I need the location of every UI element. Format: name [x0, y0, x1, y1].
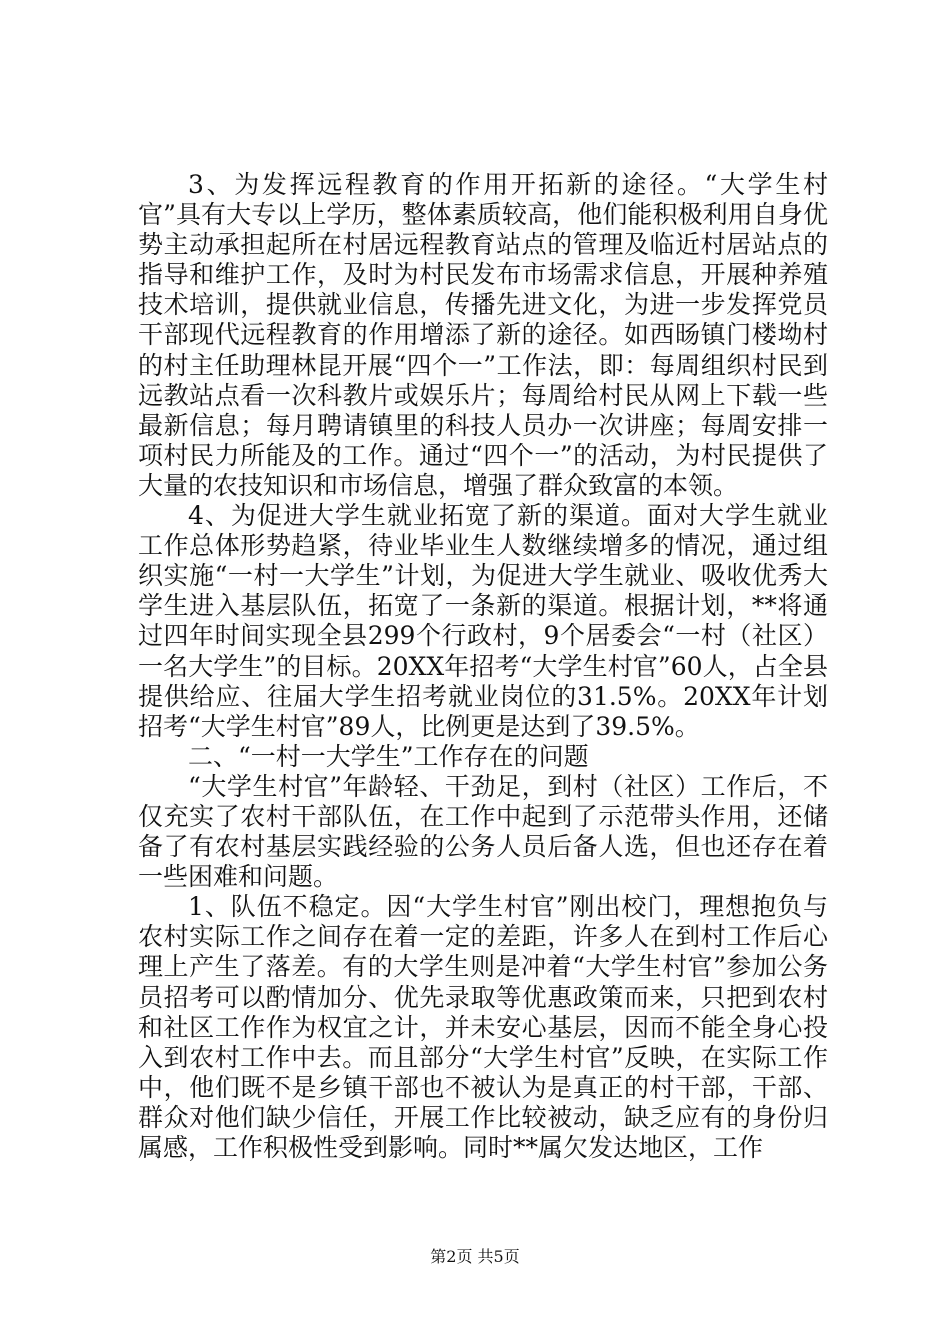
- section-heading-problems: 二、“一村一大学生”工作存在的问题: [188, 741, 589, 771]
- document-body: [138, 170, 828, 1163]
- paragraph-4-employment: 4、为促进大学生就业拓宽了新的渠道。面对大学生就业工作总体形势趋紧，待业毕业生人数继续增多的情况，通过组织实施“一村一大学生”计划，为促进大学生就业、吸收优秀大学生进入基层队伍，拓宽了一条新的渠道。根据计划，**将通过四年时间实现全县299个行政村，9个居委会“一村（社区）一名大学生”的目标。20XX年招考“大学生村官”60人，占全县提供给应、往届大学生招考就业岗位的31.5%。20XX年计划招考“大学生村官”89人，比例更是达到了39.5%。: [138, 501, 828, 741]
- paragraph-3-remote-education: 3、为发挥远程教育的作用开拓新的途径。“大学生村官”具有大专以上学历，整体素质较高，他们能积极利用自身优势主动承担起所在村居远程教育站点的管理及临近村居站点的指导和维护工作，及时为村民发布市场需求信息，开展种养殖技术培训，提供就业信息，传播先进文化，为进一步发挥党员干部现代远程教育的作用增添了新的途径。如西旸镇门楼坳村的村主任助理林昆开展“四个一”工作法，即：每周组织村民到远教站点看一次科教片或娱乐片；每周给村民从网上下载一些最新信息；每月聘请镇里的科技人员办一次讲座；每周安排一项村民力所能及的工作。通过“四个一”的活动，为村民提供了大量的农技知识和市场信息，增强了群众致富的本领。: [138, 170, 828, 500]
- paragraph-1-unstable-team: 1、队伍不稳定。因“大学生村官”刚出校门，理想抱负与农村实际工作之间存在着一定的差距，许多人在到村工作后心理上产生了落差。有的大学生则是冲着“大学生村官”参加公务员招考可以酌情加分、优先录取等优惠政策而来，只把到农村和社区工作作为权宜之计，并未安心基层，因而不能全身心投入到农村工作中去。而且部分“大学生村官”反映，在实际工作中，他们既不是乡镇干部也不被认为是真正的村干部，干部、群众对他们缺少信任，开展工作比较被动，缺乏应有的身份归属感，工作积极性受到影响。同时**属欠发达地区，工作: [138, 892, 828, 1162]
- page-footer: 第2页 共5页: [430, 1247, 520, 1266]
- paragraph-problems-intro: “大学生村官”年龄轻、干劲足，到村（社区）工作后，不仅充实了农村干部队伍，在工作中起到了示范带头作用，还储备了有农村基层实践经验的公务人员后备人选，但也还存在着一些困难和问题。: [138, 771, 828, 892]
